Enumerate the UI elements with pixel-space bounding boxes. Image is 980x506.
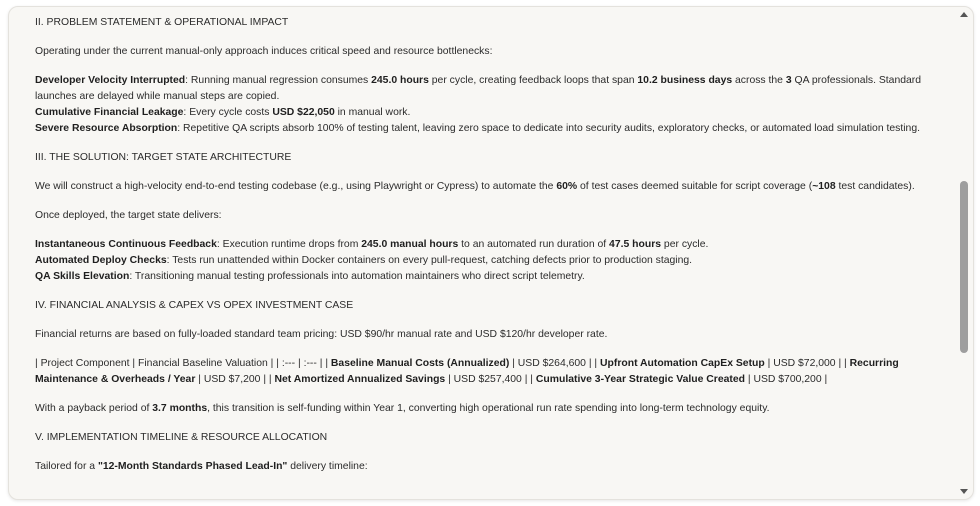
- solution-bullet-deploy: Automated Deploy Checks: Tests run unattended within Docker containers on every pull-request, catching defects prior to production staging.: [35, 255, 693, 266]
- section-heading-financial: IV. FINANCIAL ANALYSIS & CAPEX VS OPEX INVESTMENT CASE: [35, 300, 354, 311]
- section-heading-solution: III. THE SOLUTION: TARGET STATE ARCHITECTURE: [35, 152, 292, 163]
- solution-delivers-intro: Once deployed, the target state delivers:: [35, 210, 222, 221]
- section-heading-problem: II. PROBLEM STATEMENT & OPERATIONAL IMPACT: [35, 17, 289, 28]
- solution-bullet-skills: QA Skills Elevation: Transitioning manual testing professionals into automation maintainers who direct script telemetry.: [35, 271, 585, 282]
- scroll-down-arrow-icon[interactable]: [960, 489, 968, 494]
- problem-intro: Operating under the current manual-only approach induces critical speed and resource bottlenecks:: [35, 46, 493, 57]
- solution-bullet-feedback: Instantaneous Continuous Feedback: Execution runtime drops from 245.0 manual hours to an automated run duration of 47.5 hours per cycle.: [35, 239, 709, 250]
- document-panel: [8, 6, 974, 500]
- financial-table-raw: | Project Component | Financial Baseline Valuation | | :--- | :--- | | Baseline Manual Costs (Annualized) | USD $264,600 | | Upfront Automation CapEx Setup | USD $72,000 | | Recurring Maintenance & Overheads / Year | USD $7,200 | | Net Amortized Annualized Savings | USD $257,400 | | Cumulative 3-Year Strategic Value Created | USD $700,200 |: [35, 358, 899, 385]
- section-heading-timeline: V. IMPLEMENTATION TIMELINE & RESOURCE ALLOCATION: [35, 432, 328, 443]
- solution-paragraph: We will construct a high-velocity end-to-end testing codebase (e.g., using Playwright or Cypress) to automate the 60% of test cases deemed suitable for script coverage (~108 test candidates).: [35, 181, 915, 192]
- problem-bullet-velocity: Developer Velocity Interrupted: Running manual regression consumes 245.0 hours per cycle, creating feedback loops that span 10.2 business days across the 3 QA professionals. Standard launches are delayed while manual steps are copied.: [35, 75, 922, 102]
- document-content: [35, 15, 939, 475]
- problem-bullet-resource: Severe Resource Absorption: Repetitive QA scripts absorb 100% of testing talent, leaving zero space to dedicate into security audits, exploratory checks, or automated load simulation testing.: [35, 123, 921, 134]
- vertical-scrollbar[interactable]: [957, 7, 971, 499]
- payback-paragraph: With a payback period of 3.7 months, this transition is self-funding within Year 1, converting high operational run rate spending into long-term technology equity.: [35, 403, 770, 414]
- scroll-up-arrow-icon[interactable]: [960, 12, 968, 17]
- financial-rates-paragraph: Financial returns are based on fully-loaded standard team pricing: USD $90/hr manual rate and USD $120/hr developer rate.: [35, 329, 608, 340]
- timeline-paragraph: Tailored for a "12-Month Standards Phased Lead-In" delivery timeline:: [35, 461, 368, 472]
- scrollbar-thumb[interactable]: [960, 181, 968, 353]
- problem-bullet-financial: Cumulative Financial Leakage: Every cycle costs USD $22,050 in manual work.: [35, 107, 411, 118]
